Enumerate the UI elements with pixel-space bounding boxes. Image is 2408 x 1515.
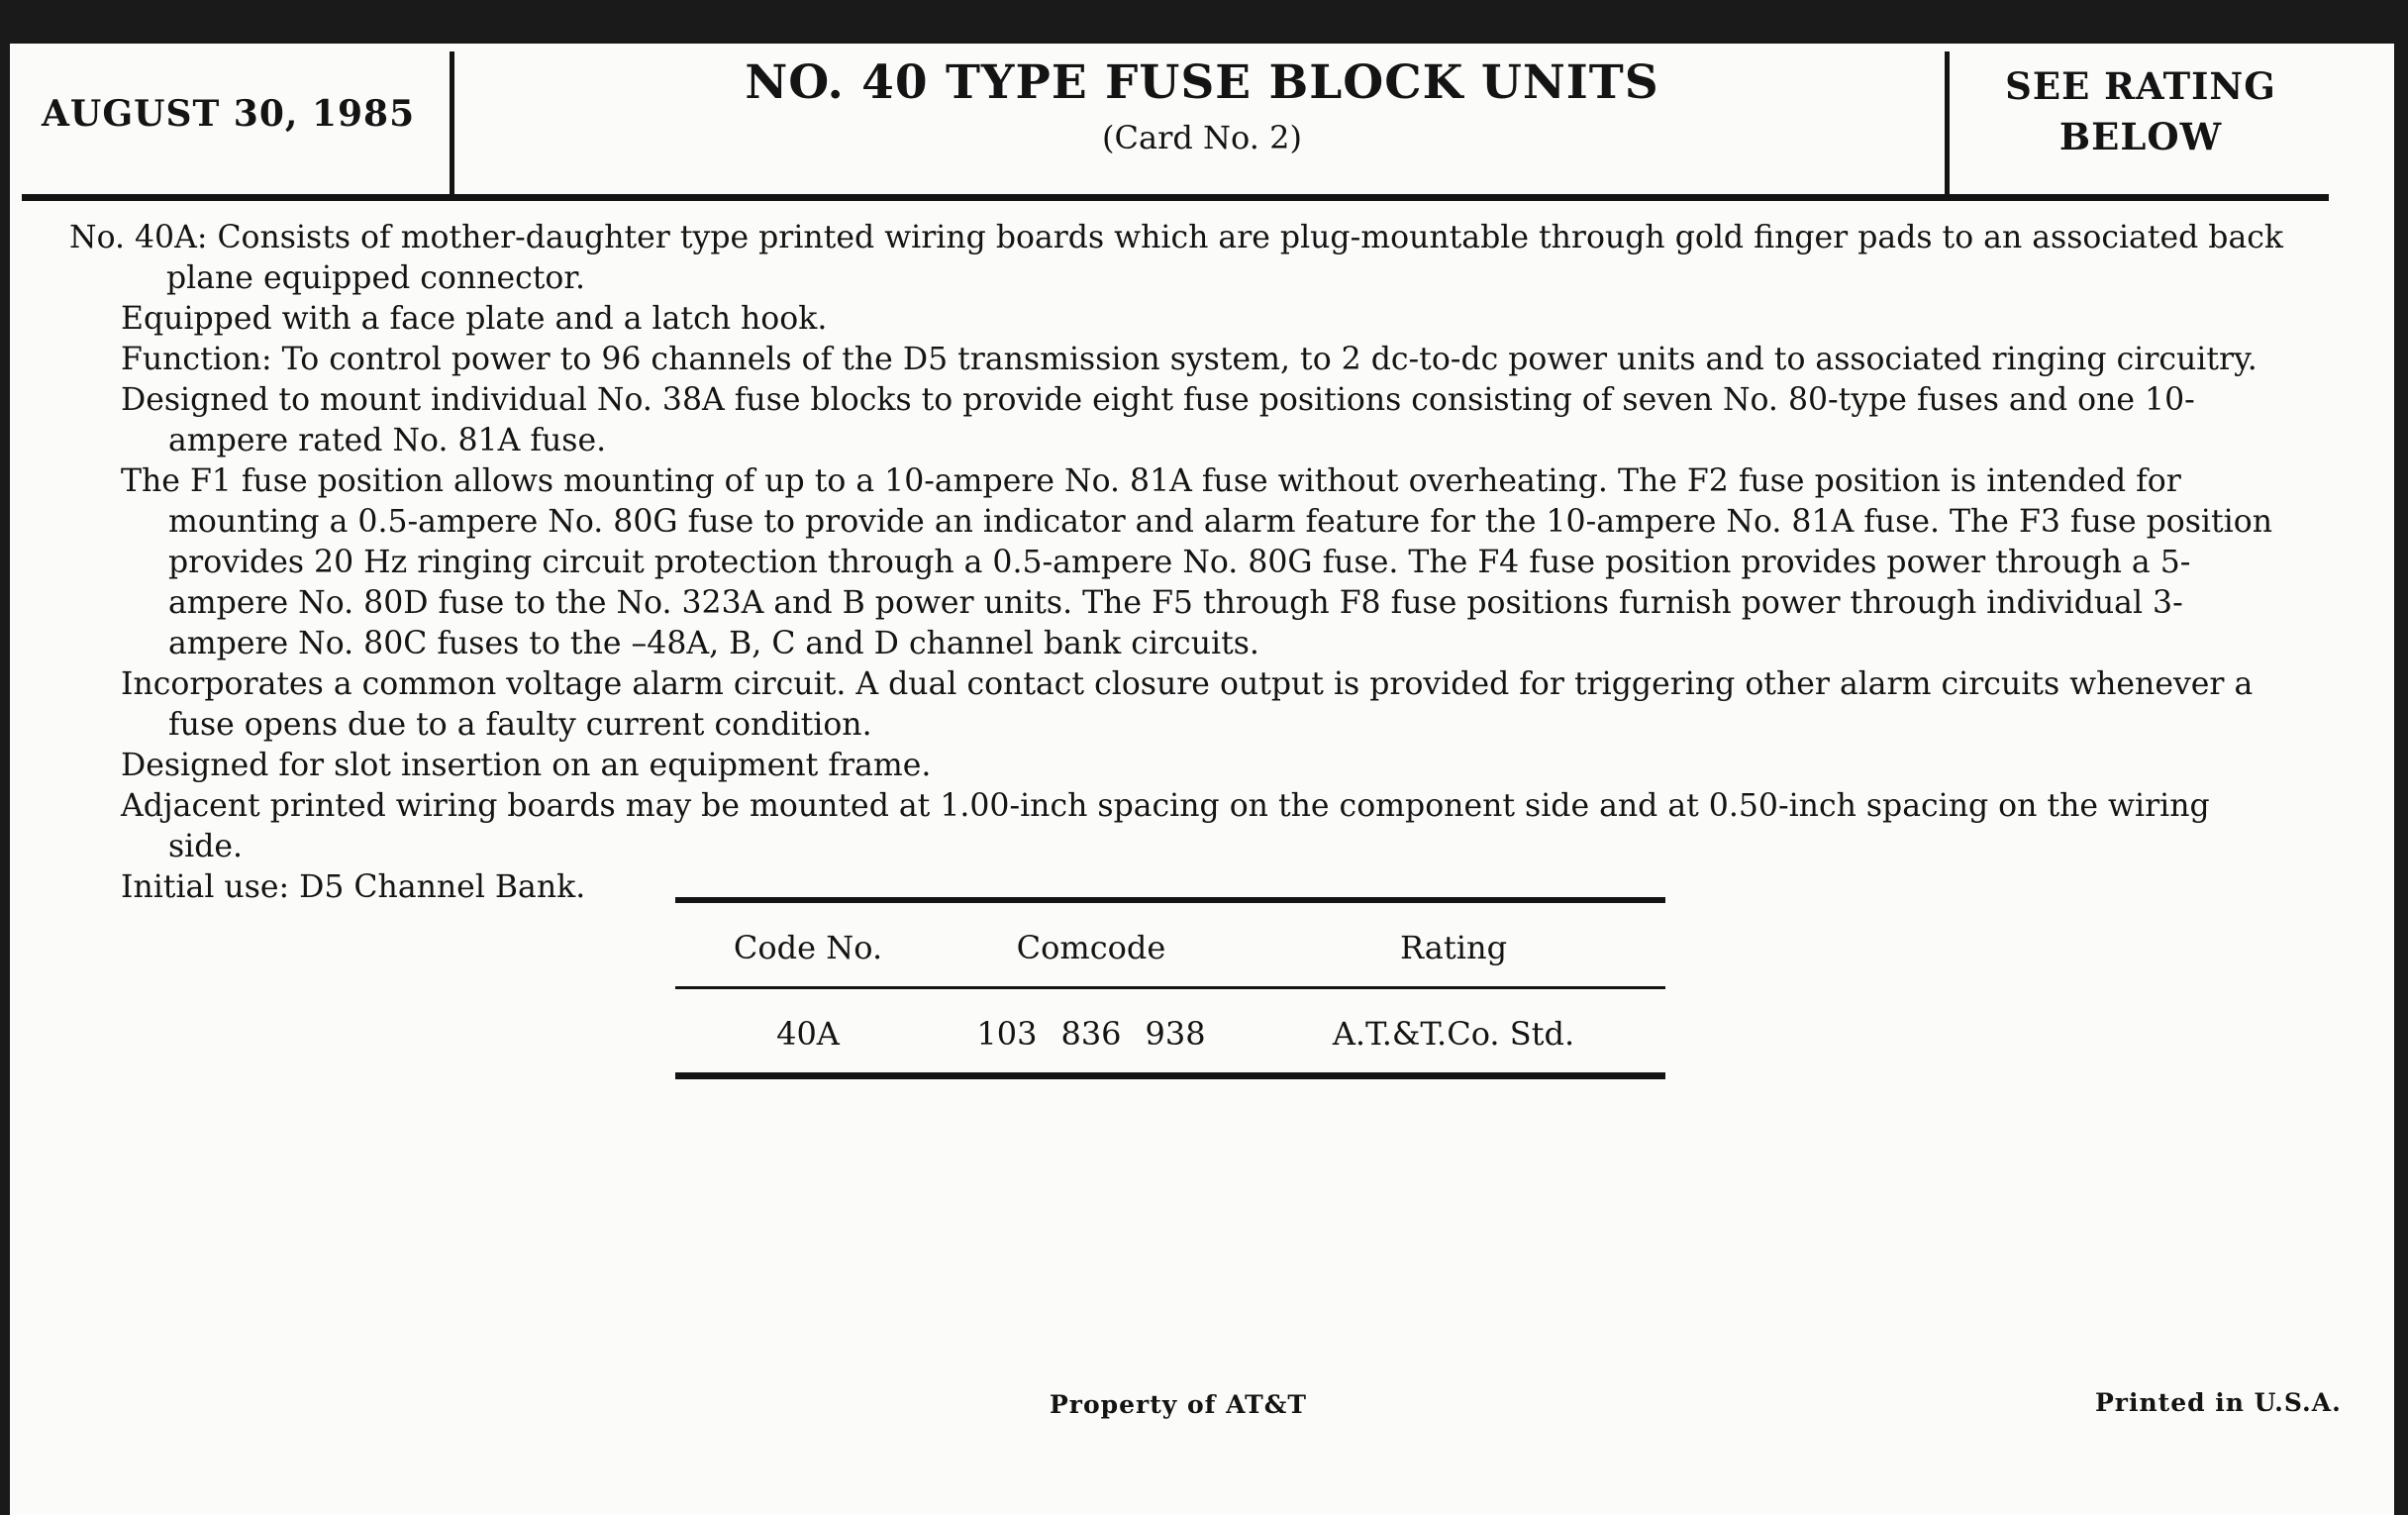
paragraph-equipment: Equipped with a face plate and a latch hook.	[121, 301, 828, 337]
card-body	[69, 218, 2287, 908]
header-divider-left	[450, 51, 454, 194]
rating-note-line2: BELOW	[2058, 115, 2223, 158]
rating-note	[1953, 61, 2329, 162]
property-notice: Property of AT&T	[1050, 1390, 1307, 1419]
comcode-part: 836	[1060, 1015, 1122, 1053]
comcode-part: 103	[976, 1015, 1038, 1053]
paragraph-initial-use: Initial use: D5 Channel Bank.	[121, 869, 586, 905]
cell-rating: A.T.&T.Co. Std.	[1332, 1015, 1575, 1053]
column-header-comcode: Comcode	[1016, 929, 1166, 966]
column-header-rating: Rating	[1399, 929, 1508, 966]
cell-code: 40A	[776, 1015, 840, 1053]
paragraph-fuse-positions: The F1 fuse position allows mounting of up to a 10-ampere No. 81A fuse without overheating. The F2 fuse position is intended for mounting a 0.5-ampere No. 80G fuse to provide an indicator and alarm feature for the 10-ampere No. 81A fuse. The F3 fuse position provides 20 Hz ringing circuit protection through a 0.5-ampere No. 80G fuse. The F4 fuse position provides power through a 5-ampere No. 80D fuse to the No. 323A and B power units. The F5 through F8 fuse positions furnish power through individual 3-ampere No. 80C fuses to the –48A, B, C and D channel bank circuits.	[121, 463, 2272, 661]
table-bottom-rule	[675, 1072, 1665, 1079]
cell-comcode	[941, 1015, 1242, 1053]
table-header-row	[675, 903, 1665, 986]
card-header	[22, 46, 2329, 201]
table-row	[675, 989, 1665, 1072]
rating-note-line1: SEE RATING	[2005, 64, 2276, 108]
paragraph-spacing: Adjacent printed wiring boards may be mounted at 1.00-inch spacing on the component side and at 0.50-inch spacing on the wiring side.	[121, 788, 2210, 864]
paragraph-mounting: Designed for slot insertion on an equipment frame.	[121, 748, 932, 783]
catalog-card	[10, 44, 2394, 1515]
paragraph-function: Function: To control power to 96 channels of the D5 transmission system, to 2 dc-to-dc power units and to associated ringing circuitry.	[121, 342, 2258, 377]
card-title: NO. 40 TYPE FUSE BLOCK UNITS	[745, 55, 1659, 110]
paragraph-description: No. 40A: Consists of mother-daughter type printed wiring boards which are plug-mountable through gold finger pads to an associated back plane equipped connector.	[69, 220, 2283, 296]
issue-date: AUGUST 30, 1985	[42, 93, 416, 135]
card-subtitle: (Card No. 2)	[1102, 119, 1302, 156]
comcode-part: 938	[1145, 1015, 1206, 1053]
paragraph-alarm: Incorporates a common voltage alarm circuit. A dual contact closure output is provided for triggering other alarm circuits whenever a fuse opens due to a faulty current condition.	[121, 666, 2254, 743]
rating-table	[675, 897, 1665, 1079]
paragraph-design: Designed to mount individual No. 38A fuse blocks to provide eight fuse positions consisting of seven No. 80-type fuses and one 10-ampere rated No. 81A fuse.	[121, 382, 2195, 458]
header-divider-right	[1945, 51, 1950, 194]
printed-notice: Printed in U.S.A.	[2095, 1388, 2342, 1417]
column-header-code: Code No.	[733, 929, 883, 966]
